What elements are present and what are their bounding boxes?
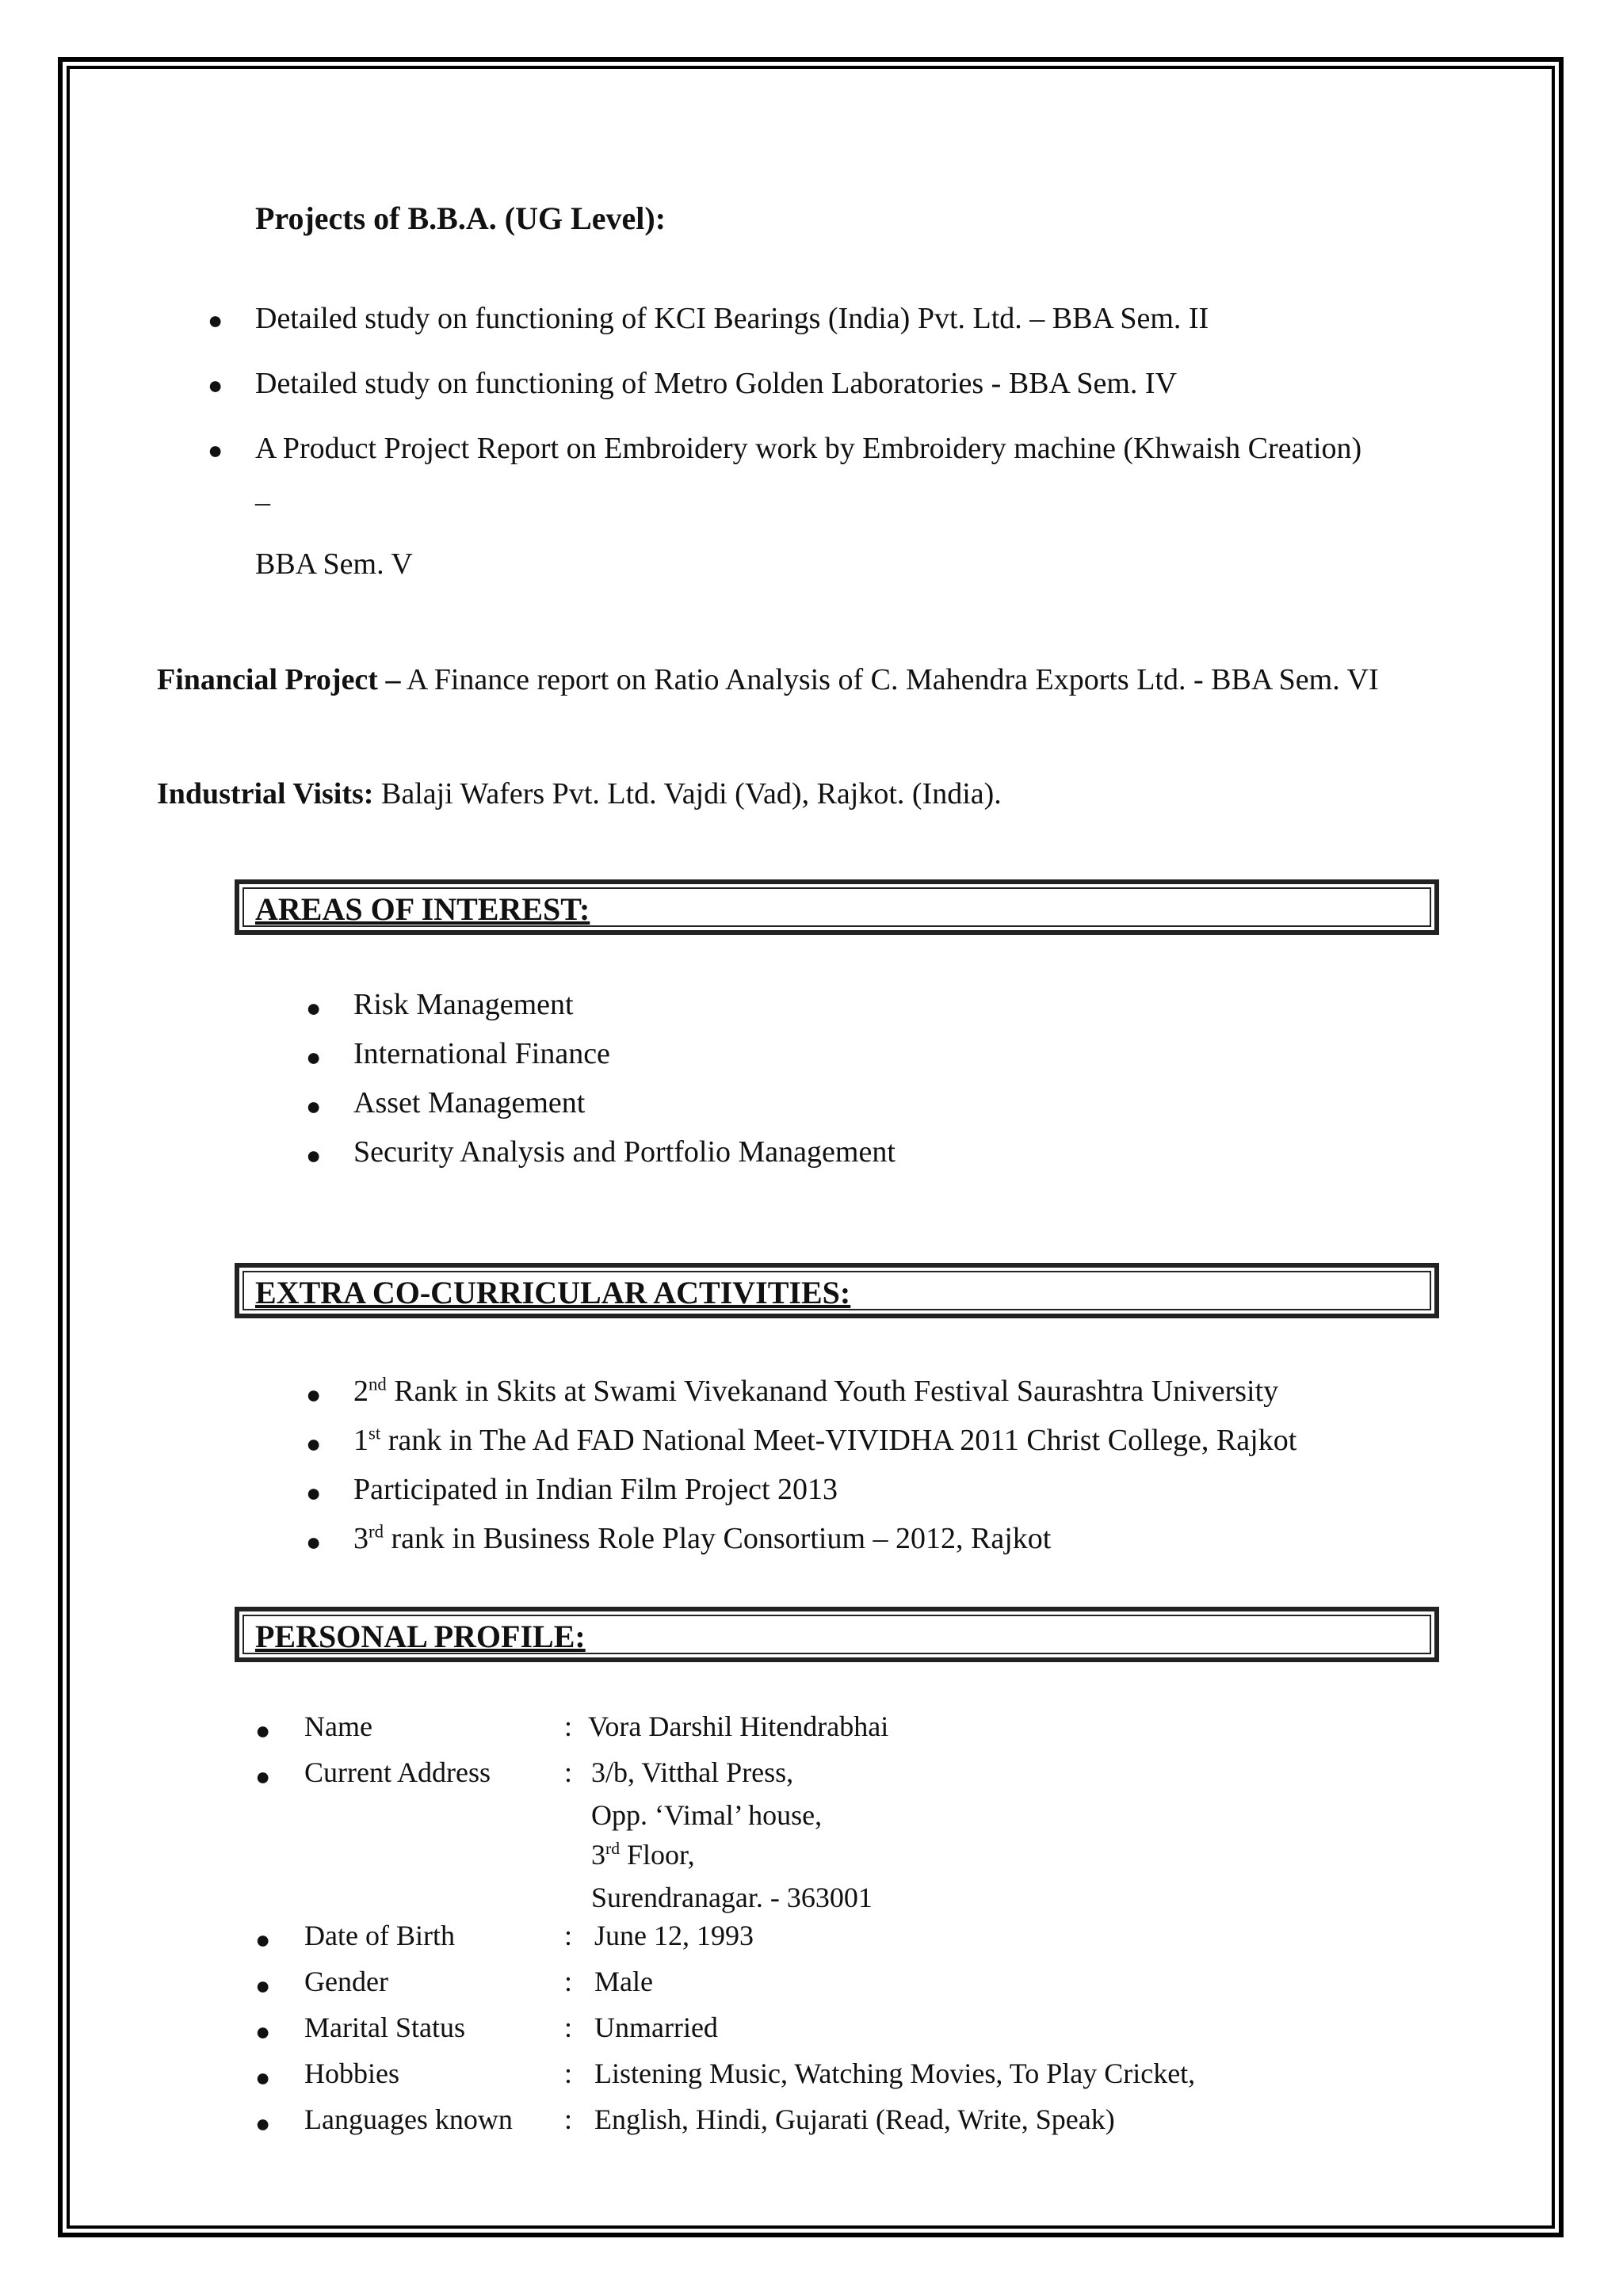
areas-of-interest-title: AREAS OF INTEREST:	[255, 891, 590, 927]
bullet-icon: ●	[255, 2063, 271, 2092]
project-item-3: A Product Project Report on Embroidery work by Embroidery machine (Khwaish Creation)	[255, 432, 1362, 465]
profile-value-dob: June 12, 1993	[594, 1920, 754, 1951]
financial-project-label: Financial Project –	[157, 663, 401, 696]
profile-colon: :	[564, 2103, 573, 2135]
bullet-icon: ●	[208, 371, 223, 399]
activities-header	[235, 1263, 1439, 1318]
profile-address-floor-suffix: rd	[605, 1839, 620, 1858]
profile-label-languages: Languages known	[304, 2103, 513, 2135]
profile-colon: :	[564, 1756, 573, 1788]
activity-item	[353, 1374, 1278, 1409]
industrial-visits-text: Balaji Wafers Pvt. Ltd. Vajdi (Vad), Rajkot. (India).	[373, 777, 1002, 810]
bullet-icon: ●	[306, 1092, 322, 1120]
project-item-3-continuation: BBA Sem. V	[255, 547, 413, 581]
bullet-icon: ●	[306, 1141, 322, 1169]
profile-value-languages: English, Hindi, Gujarati (Read, Write, Speak)	[594, 2103, 1115, 2135]
project-item-3-dash: –	[255, 486, 270, 519]
profile-label-gender: Gender	[304, 1966, 388, 1997]
profile-value-hobbies: Listening Music, Watching Movies, To Play Cricket,	[594, 2058, 1196, 2089]
bullet-icon: ●	[306, 1043, 322, 1071]
bullet-icon: ●	[255, 2109, 271, 2138]
activity-text: Rank in Skits at Swami Vivekanand Youth Festival Saurashtra University	[386, 1375, 1279, 1408]
bullet-icon: ●	[208, 306, 223, 334]
profile-address-line-1: 3/b, Vitthal Press,	[591, 1756, 794, 1788]
bullet-icon: ●	[208, 436, 223, 464]
profile-address-line-4: Surendranagar. - 363001	[591, 1882, 873, 1913]
bullet-icon: ●	[306, 994, 322, 1022]
personal-profile-title: PERSONAL PROFILE:	[255, 1619, 586, 1654]
project-item-1: Detailed study on functioning of KCI Bearings (India) Pvt. Ltd. – BBA Sem. II	[255, 302, 1209, 335]
profile-value-gender: Male	[594, 1966, 653, 1997]
activity-rank-suffix: st	[369, 1423, 381, 1444]
projects-heading: Projects of B.B.A. (UG Level):	[255, 200, 666, 236]
profile-address-floor-number: 3	[591, 1839, 605, 1871]
profile-label-address: Current Address	[304, 1756, 491, 1788]
activity-item	[353, 1423, 1296, 1458]
interest-item: Risk Management	[353, 988, 574, 1021]
activity-rank: 1	[353, 1424, 369, 1457]
bullet-icon: ●	[255, 1971, 271, 2000]
profile-address-line-2: Opp. ‘Vimal’ house,	[591, 1799, 823, 1831]
profile-label-hobbies: Hobbies	[304, 2058, 399, 2089]
activity-rank-suffix: nd	[369, 1374, 387, 1394]
industrial-visits-line	[157, 776, 1002, 811]
profile-address-floor-text: Floor,	[620, 1839, 695, 1871]
profile-label-dob: Date of Birth	[304, 1920, 455, 1951]
bullet-icon: ●	[255, 2017, 271, 2046]
profile-value-name: Vora Darshil Hitendrabhai	[588, 1711, 889, 1742]
bullet-icon: ●	[306, 1380, 322, 1409]
profile-colon: :	[564, 1920, 573, 1951]
activity-text: rank in The Ad FAD National Meet-VIVIDHA 2011 Christ College, Rajkot	[380, 1424, 1297, 1457]
profile-colon: :	[564, 2058, 573, 2089]
profile-address-line-3	[591, 1838, 695, 1871]
profile-label-marital-status: Marital Status	[304, 2012, 465, 2043]
personal-profile-header	[235, 1607, 1439, 1662]
areas-of-interest-header	[235, 879, 1439, 935]
bullet-icon: ●	[306, 1429, 322, 1458]
activities-title: EXTRA CO-CURRICULAR ACTIVITIES:	[255, 1275, 851, 1310]
interest-item: Asset Management	[353, 1086, 586, 1119]
bullet-icon: ●	[255, 1762, 271, 1791]
activity-text: rank in Business Role Play Consortium – 2012, Rajkot	[384, 1522, 1052, 1555]
profile-label-name: Name	[304, 1711, 372, 1742]
bullet-icon: ●	[255, 1716, 271, 1745]
bullet-icon: ●	[306, 1478, 322, 1507]
activity-rank-suffix: rd	[369, 1521, 384, 1542]
interest-item: Security Analysis and Portfolio Management	[353, 1135, 896, 1169]
activity-item: Participated in Indian Film Project 2013	[353, 1473, 838, 1506]
industrial-visits-label: Industrial Visits:	[157, 777, 374, 810]
profile-colon: :	[564, 1966, 573, 1997]
bullet-icon: ●	[255, 1925, 271, 1954]
profile-value-marital-status: Unmarried	[594, 2012, 718, 2043]
profile-colon: :	[564, 2012, 573, 2043]
project-item-2: Detailed study on functioning of Metro Golden Laboratories - BBA Sem. IV	[255, 367, 1178, 400]
activity-item	[353, 1521, 1051, 1556]
financial-project-line	[157, 662, 1379, 697]
profile-colon: :	[564, 1711, 573, 1742]
financial-project-text: A Finance report on Ratio Analysis of C. Mahendra Exports Ltd. - BBA Sem. VI	[400, 663, 1379, 696]
bullet-icon: ●	[306, 1527, 322, 1556]
interest-item: International Finance	[353, 1037, 610, 1070]
activity-rank: 2	[353, 1375, 369, 1408]
activity-rank: 3	[353, 1522, 369, 1555]
